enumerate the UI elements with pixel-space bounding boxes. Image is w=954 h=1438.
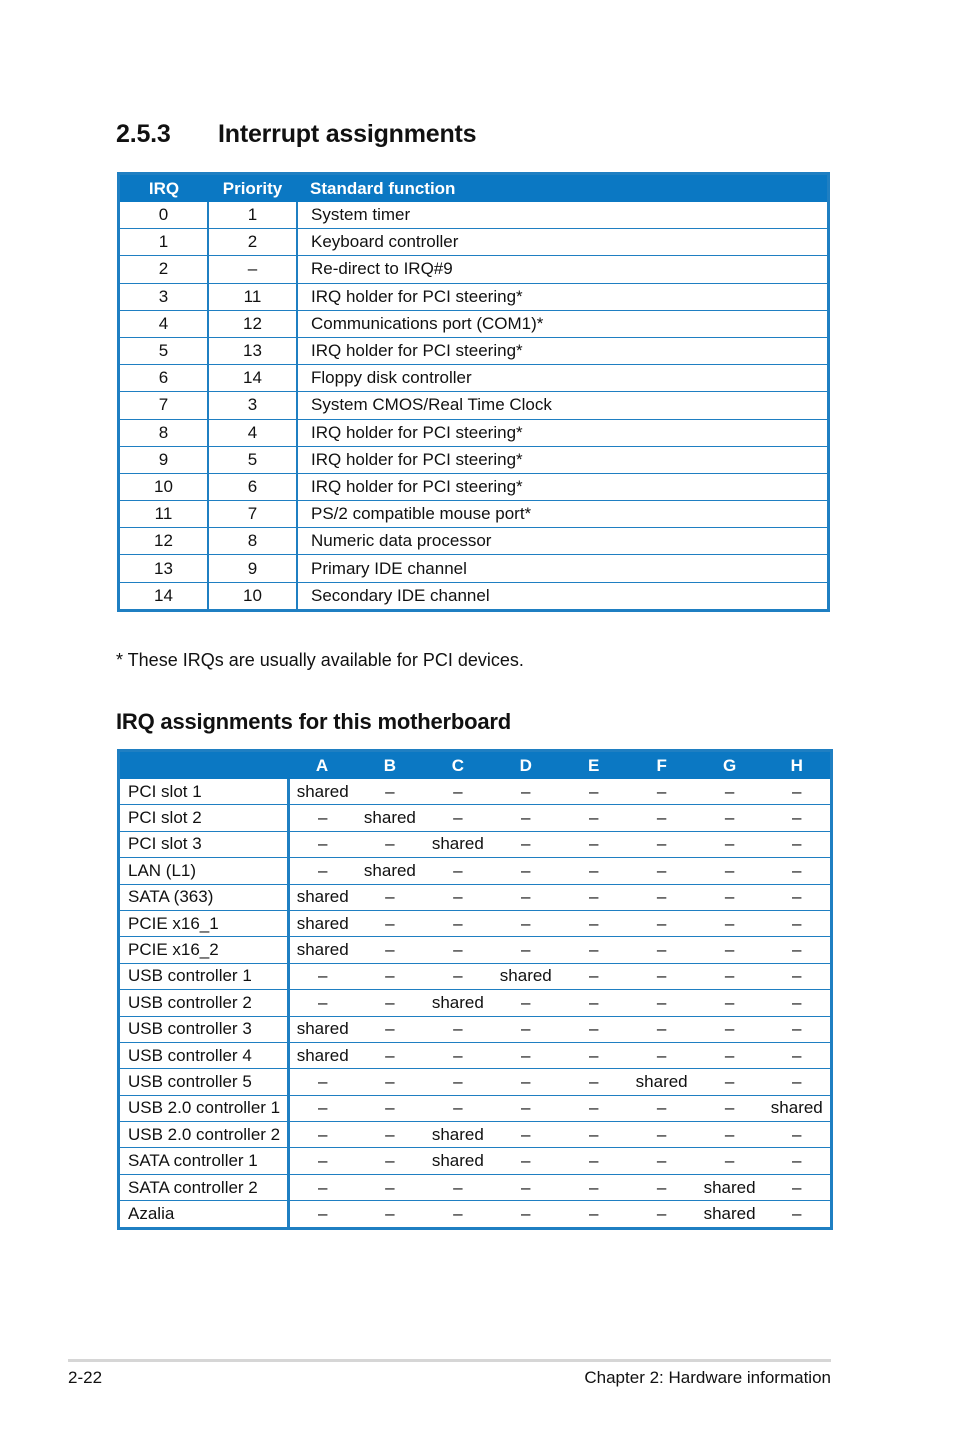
table-row [119, 1201, 832, 1228]
assignment-cell: – [696, 805, 764, 831]
assignment-cell: – [492, 1174, 560, 1200]
assignment-cell: – [492, 1201, 560, 1228]
column-header-int-h: H [764, 751, 832, 780]
function-cell: Primary IDE channel [297, 555, 829, 582]
section-heading [116, 120, 476, 149]
irq-cell: 0 [119, 202, 209, 229]
assignment-cell: – [628, 1201, 696, 1228]
column-header-int-c: C [424, 751, 492, 780]
device-cell: SATA controller 1 [119, 1148, 289, 1174]
assignment-cell: – [724, 781, 735, 801]
irq-cell: 12 [119, 528, 209, 555]
assignment-cell: – [356, 1122, 424, 1148]
device-cell: SATA (363) [119, 884, 289, 910]
function-cell: IRQ holder for PCI steering* [297, 473, 829, 500]
table-row [119, 1174, 832, 1200]
assignment-cell: – [356, 1042, 424, 1068]
assignment-cell: – [424, 1016, 492, 1042]
irq-table-body [119, 202, 829, 610]
table-row [119, 910, 832, 936]
device-cell: PCIE x16_2 [119, 937, 289, 963]
device-cell: SATA controller 2 [119, 1174, 289, 1200]
assignment-cell: – [764, 1069, 832, 1095]
assignment-cell: – [492, 1122, 560, 1148]
device-cell: PCI slot 2 [119, 805, 289, 831]
assignment-cell: – [764, 990, 832, 1016]
irq-cell: 5 [119, 337, 209, 364]
assignment-cell: – [288, 1148, 356, 1174]
column-header-function: Standard function [297, 174, 829, 203]
function-cell: Re-direct to IRQ#9 [297, 256, 829, 283]
priority-cell: – [208, 256, 297, 283]
assignment-cell: – [492, 1069, 560, 1095]
assignment-cell: shared [424, 831, 492, 857]
subsection-heading: IRQ assignments for this motherboard [116, 709, 511, 734]
assignment-cell: shared [356, 858, 424, 884]
column-header-device [119, 751, 289, 780]
table-row [119, 963, 832, 989]
assignment-cell: – [628, 937, 696, 963]
priority-cell: 9 [208, 555, 297, 582]
table-row [119, 446, 829, 473]
priority-cell: 3 [208, 392, 297, 419]
assignment-cell: – [764, 884, 832, 910]
irq-cell: 10 [119, 473, 209, 500]
assignment-cell: – [356, 1069, 424, 1095]
table-row [119, 310, 829, 337]
assignment-cell: – [560, 1042, 628, 1068]
assignment-cell: – [628, 1095, 696, 1121]
assignment-cell: shared [356, 805, 424, 831]
assignment-cell: – [764, 1201, 832, 1228]
assignment-cell: – [628, 990, 696, 1016]
device-cell: USB controller 1 [119, 963, 289, 989]
assignment-cell: – [560, 910, 628, 936]
irq-cell: 1 [119, 229, 209, 256]
assignment-cell: – [764, 910, 832, 936]
assignment-cell: – [560, 1122, 628, 1148]
assignment-cell: – [696, 1122, 764, 1148]
assignment-cell: – [560, 1069, 628, 1095]
assignment-cell: shared [288, 1016, 356, 1042]
table-row [119, 473, 829, 500]
assignment-cell: – [492, 910, 560, 936]
device-cell: Azalia [119, 1201, 289, 1228]
assignment-cell: – [385, 781, 395, 801]
assignment-cell: – [560, 1016, 628, 1042]
assignment-cell: – [764, 858, 832, 884]
assignment-cell: – [764, 1122, 832, 1148]
assignment-cell: – [424, 963, 492, 989]
assignment-cell: – [764, 831, 832, 857]
assignment-cell: – [628, 910, 696, 936]
footer-divider [68, 1359, 831, 1362]
table-row [119, 283, 829, 310]
assignment-cell: shared [424, 1148, 492, 1174]
priority-cell: 12 [208, 310, 297, 337]
function-cell: Keyboard controller [297, 229, 829, 256]
motherboard-irq-table [117, 749, 833, 1230]
priority-cell: 6 [208, 473, 297, 500]
table-row [119, 990, 832, 1016]
assignment-cell: shared [424, 1122, 492, 1148]
assignment-cell: – [560, 805, 628, 831]
assignment-cell: – [492, 884, 560, 910]
assignment-cell: shared [288, 1042, 356, 1068]
assignment-cell: – [288, 1069, 356, 1095]
assignment-cell: – [560, 937, 628, 963]
assignment-cell: – [356, 884, 424, 910]
assignment-cell: shared [424, 990, 492, 1016]
assignment-cell: – [424, 884, 492, 910]
device-cell: PCI slot 1 [119, 779, 289, 805]
function-cell: Numeric data processor [297, 528, 829, 555]
table-row [119, 419, 829, 446]
table-row [119, 555, 829, 582]
assignment-cell: – [560, 831, 628, 857]
irq-cell: 9 [119, 446, 209, 473]
function-cell: IRQ holder for PCI steering* [297, 419, 829, 446]
assignment-cell: – [424, 1095, 492, 1121]
assignment-cell: – [356, 1201, 424, 1228]
assignment-cell: – [288, 1122, 356, 1148]
assignment-cell: – [288, 1174, 356, 1200]
assignment-cell: – [560, 990, 628, 1016]
table-row [119, 805, 832, 831]
assignment-cell: – [764, 1148, 832, 1174]
assignment-cell: – [356, 1174, 424, 1200]
assignment-cell: – [492, 1095, 560, 1121]
assignment-cell: – [288, 1201, 356, 1228]
irq-cell: 2 [119, 256, 209, 283]
device-cell: PCI slot 3 [119, 831, 289, 857]
assignment-cell: – [288, 831, 356, 857]
assignment-cell: – [628, 1042, 696, 1068]
assignment-cell: shared [288, 937, 356, 963]
assignment-cell: shared [696, 1201, 764, 1228]
assignment-cell: – [356, 1095, 424, 1121]
assignment-cell: – [628, 963, 696, 989]
device-cell: USB controller 5 [119, 1069, 289, 1095]
assignment-cell: – [521, 781, 531, 801]
assignment-cell: – [288, 963, 356, 989]
assignment-cell: – [628, 805, 696, 831]
device-cell: USB 2.0 controller 1 [119, 1095, 289, 1121]
column-header-int-a: A [288, 751, 356, 780]
priority-cell: 11 [208, 283, 297, 310]
table-row [119, 884, 832, 910]
assignment-cell: – [424, 910, 492, 936]
function-cell: Secondary IDE channel [297, 582, 829, 610]
assignment-cell: – [492, 937, 560, 963]
table-header-row [119, 751, 832, 780]
column-header-int-f: F [628, 751, 696, 780]
assignment-cell: – [696, 910, 764, 936]
function-cell: Communications port (COM1)* [297, 310, 829, 337]
assignment-cell: – [696, 963, 764, 989]
assignment-cell: shared [288, 910, 356, 936]
assignment-cell: – [764, 937, 832, 963]
assignment-cell: – [356, 937, 424, 963]
column-header-priority: Priority [208, 174, 297, 203]
assignment-cell: – [492, 831, 560, 857]
assignment-cell: – [628, 884, 696, 910]
assignment-cell: – [696, 990, 764, 1016]
column-header-int-b: B [356, 751, 424, 780]
priority-cell: 7 [208, 501, 297, 528]
assignment-cell: – [288, 805, 356, 831]
assignment-cell: – [356, 990, 424, 1016]
table-row [119, 337, 829, 364]
assignment-cell: – [628, 831, 696, 857]
assignment-cell: – [288, 990, 356, 1016]
function-cell: System CMOS/Real Time Clock [297, 392, 829, 419]
assignment-cell: – [356, 963, 424, 989]
irq-cell: 4 [119, 310, 209, 337]
footnote: * These IRQs are usually available for PCI devices. [116, 650, 524, 670]
table-header-row [119, 174, 829, 203]
device-cell: USB controller 2 [119, 990, 289, 1016]
irq-cell: 6 [119, 365, 209, 392]
table-row [119, 1122, 832, 1148]
assignment-cell: – [628, 1122, 696, 1148]
assignment-cell: – [560, 858, 628, 884]
assignment-cell: – [560, 1095, 628, 1121]
assignment-cell: – [356, 910, 424, 936]
assignment-cell: – [764, 1016, 832, 1042]
assignment-cell: shared [628, 1069, 696, 1095]
assignment-cell: – [356, 1016, 424, 1042]
assignment-cell: – [696, 831, 764, 857]
assignment-cell: – [696, 1016, 764, 1042]
assignment-cell: – [628, 1148, 696, 1174]
device-cell: PCIE x16_1 [119, 910, 289, 936]
assignment-cell: – [696, 858, 764, 884]
priority-cell: 14 [208, 365, 297, 392]
assignment-cell: – [656, 781, 667, 801]
assignment-cell: – [492, 990, 560, 1016]
assignment-cell: – [696, 884, 764, 910]
assignment-cell: – [628, 858, 696, 884]
device-cell: USB 2.0 controller 2 [119, 1122, 289, 1148]
device-cell: USB controller 3 [119, 1016, 289, 1042]
irq-cell: 8 [119, 419, 209, 446]
section-title: Interrupt assignments [218, 120, 477, 148]
assignment-cell: – [764, 805, 832, 831]
assignment-cell: shared [296, 781, 349, 801]
assignment-cell: – [764, 1042, 832, 1068]
assignment-cell: – [560, 1148, 628, 1174]
column-header-int-g: G [696, 751, 764, 780]
priority-cell: 5 [208, 446, 297, 473]
assignment-cell: – [588, 781, 599, 801]
assignment-cell: – [356, 831, 424, 857]
page-number: 2-22 [68, 1368, 103, 1387]
board-table-body [119, 779, 832, 1228]
table-row [119, 858, 832, 884]
assignment-cell: – [696, 1148, 764, 1174]
interrupt-assignments-table [117, 172, 830, 612]
function-cell: IRQ holder for PCI steering* [297, 337, 829, 364]
table-row [119, 365, 829, 392]
assignment-cell: – [696, 1095, 764, 1121]
irq-cell: 14 [119, 582, 209, 610]
priority-cell: 1 [208, 202, 297, 229]
table-row [119, 528, 829, 555]
table-row [119, 501, 829, 528]
function-cell: IRQ holder for PCI steering* [297, 283, 829, 310]
assignment-cell: – [424, 1069, 492, 1095]
function-cell: IRQ holder for PCI steering* [297, 446, 829, 473]
assignment-cell: shared [492, 963, 560, 989]
assignment-cell: – [424, 805, 492, 831]
function-cell: PS/2 compatible mouse port* [297, 501, 829, 528]
device-cell: USB controller 4 [119, 1042, 289, 1068]
assignment-cell: – [424, 1201, 492, 1228]
assignment-cell: – [453, 781, 463, 801]
assignment-cell: – [492, 1016, 560, 1042]
irq-cell: 11 [119, 501, 209, 528]
assignment-cell: – [492, 858, 560, 884]
assignment-cell: – [764, 1174, 832, 1200]
table-row [119, 582, 829, 610]
assignment-cell: shared [764, 1095, 832, 1121]
assignment-cell: – [356, 1148, 424, 1174]
priority-cell: 2 [208, 229, 297, 256]
column-header-int-d: D [492, 751, 560, 780]
table-row [119, 202, 829, 229]
irq-cell: 7 [119, 392, 209, 419]
assignment-cell: – [560, 963, 628, 989]
priority-cell: 8 [208, 528, 297, 555]
assignment-cell: shared [288, 884, 356, 910]
table-row [119, 1016, 832, 1042]
column-header-irq: IRQ [119, 174, 209, 203]
assignment-cell: – [424, 858, 492, 884]
assignment-cell: – [288, 858, 356, 884]
table-row [119, 1069, 832, 1095]
assignment-cell: – [424, 937, 492, 963]
device-cell: LAN (L1) [119, 858, 289, 884]
irq-cell: 3 [119, 283, 209, 310]
irq-cell: 13 [119, 555, 209, 582]
assignment-cell: – [492, 1148, 560, 1174]
assignment-cell: – [628, 1174, 696, 1200]
priority-cell: 13 [208, 337, 297, 364]
assignment-cell: – [696, 937, 764, 963]
table-row [119, 937, 832, 963]
assignment-cell: shared [696, 1174, 764, 1200]
function-cell: System timer [311, 205, 411, 225]
priority-cell: 4 [208, 419, 297, 446]
table-row [119, 392, 829, 419]
assignment-cell: – [492, 1042, 560, 1068]
assignment-cell: – [560, 1201, 628, 1228]
table-row [119, 229, 829, 256]
priority-cell: 10 [208, 582, 297, 610]
table-row [119, 1148, 832, 1174]
table-row [119, 831, 832, 857]
section-number: 2.5.3 [116, 120, 171, 148]
table-row [119, 779, 832, 805]
assignment-cell: – [696, 1069, 764, 1095]
table-row [119, 1095, 832, 1121]
assignment-cell: – [492, 805, 560, 831]
assignment-cell: – [424, 1174, 492, 1200]
assignment-cell: – [792, 781, 802, 801]
assignment-cell: – [560, 884, 628, 910]
column-header-int-e: E [560, 751, 628, 780]
assignment-cell: – [560, 1174, 628, 1200]
assignment-cell: – [696, 1042, 764, 1068]
table-row [119, 256, 829, 283]
chapter-title: Chapter 2: Hardware information [584, 1368, 831, 1387]
function-cell: Floppy disk controller [297, 365, 829, 392]
table-row [119, 1042, 832, 1068]
assignment-cell: – [424, 1042, 492, 1068]
assignment-cell: – [288, 1095, 356, 1121]
assignment-cell: – [764, 963, 832, 989]
assignment-cell: – [628, 1016, 696, 1042]
